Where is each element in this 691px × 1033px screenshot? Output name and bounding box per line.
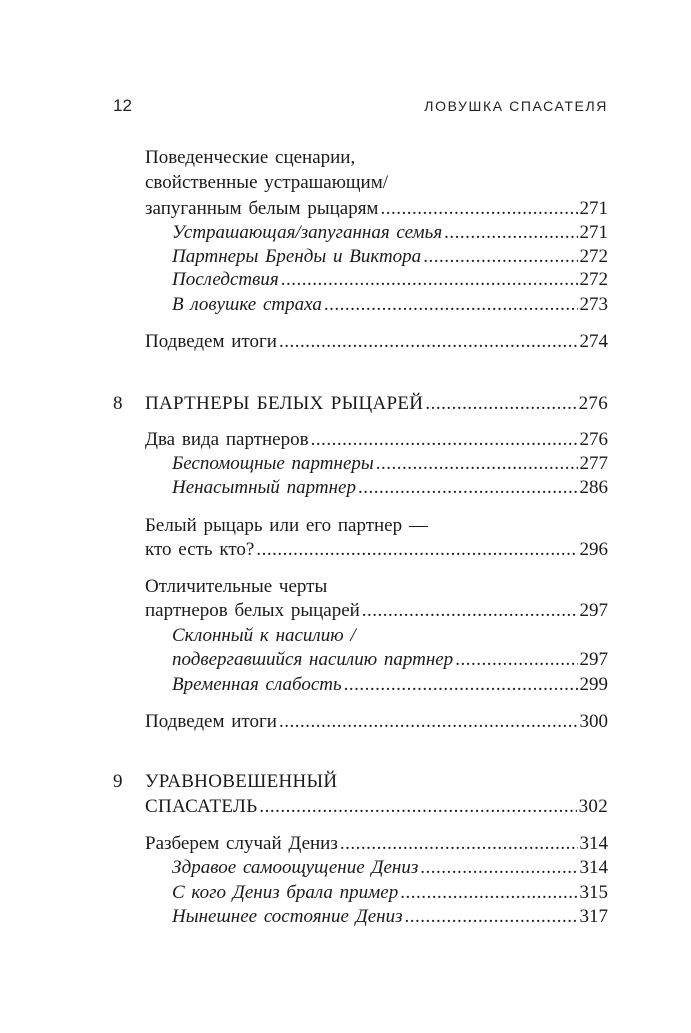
toc-page-number: 300 <box>579 711 608 732</box>
toc-page-number: 276 <box>579 429 608 450</box>
toc-entry[interactable] <box>145 330 608 354</box>
toc-entry[interactable] <box>145 197 608 221</box>
toc-entry[interactable] <box>145 428 608 452</box>
toc-entry-text: Нынешнее состояние Дениз <box>172 906 403 927</box>
toc-entry-text: УРАВНОВЕШЕННЫЙ <box>145 771 338 792</box>
dot-leader <box>324 293 578 317</box>
toc-entry-text: свойственные устрашающим/ <box>145 172 389 193</box>
toc-subentry[interactable] <box>172 221 608 245</box>
toc-entry-text: Подведем итоги <box>145 331 277 352</box>
toc-entry-title <box>145 575 327 599</box>
toc-page-number: 271 <box>579 222 608 243</box>
toc-page-number: 271 <box>579 198 608 219</box>
toc-subentry[interactable] <box>172 905 608 929</box>
toc-page-number: 299 <box>579 674 608 695</box>
toc-entry-text: Разберем случай Дениз <box>145 833 338 854</box>
dot-leader <box>259 795 576 819</box>
toc-chapter-title <box>145 770 337 794</box>
toc-subentry[interactable] <box>172 856 608 880</box>
toc-page-number: 274 <box>579 331 608 352</box>
toc-entry-text: Склонный к насилию / <box>172 625 356 646</box>
toc-page-number: 297 <box>579 600 608 621</box>
toc-page-number: 314 <box>579 857 608 878</box>
toc-page-number: 297 <box>579 649 608 670</box>
toc-subentry[interactable] <box>172 648 608 672</box>
toc-entry-text: подвергавшийся насилию партнер <box>172 649 454 670</box>
toc-entry-text: Подведем итоги <box>145 711 277 732</box>
toc-entry-text: запуганным белым рыцарям <box>145 198 379 219</box>
toc-entry-text: кто есть кто? <box>145 539 255 560</box>
dot-leader <box>279 330 578 354</box>
dot-leader <box>423 245 577 269</box>
toc-entry[interactable] <box>145 538 608 562</box>
toc-subentry[interactable] <box>172 881 608 905</box>
toc-subentry[interactable] <box>172 245 608 269</box>
dot-leader <box>444 221 577 245</box>
toc-entry-text: Два вида партнеров <box>145 429 309 450</box>
page-number: 12 <box>113 96 132 115</box>
toc-entry[interactable] <box>145 710 608 734</box>
dot-leader <box>376 452 578 476</box>
dot-leader <box>279 710 578 734</box>
toc-chapter-entry[interactable] <box>145 795 608 819</box>
dot-leader <box>420 856 577 880</box>
toc-subentry-title <box>172 624 356 648</box>
toc-page-number: 272 <box>579 246 608 267</box>
dot-leader <box>455 648 577 672</box>
toc-entry-text: Белый рыцарь или его партнер — <box>145 515 428 536</box>
toc-entry-text: Последствия <box>172 269 279 290</box>
toc-entry-text: Беспомощные партнеры <box>172 453 374 474</box>
toc-entry[interactable] <box>145 599 608 623</box>
toc-page-number: 296 <box>579 539 608 560</box>
dot-leader <box>405 905 578 929</box>
toc-entry-text: Здравое самоощущение Дениз <box>172 857 419 878</box>
dot-leader <box>256 538 577 562</box>
toc-entry-title <box>145 514 428 538</box>
toc-subentry[interactable] <box>172 476 608 500</box>
dot-leader <box>311 428 578 452</box>
dot-leader <box>425 392 576 416</box>
toc-entry-text: Временная слабость <box>172 674 342 695</box>
toc-entry-text: Устрашающая/запуганная семья <box>172 222 443 243</box>
running-title: ЛОВУШКА СПАСАТЕЛЯ <box>424 98 608 114</box>
toc-page-number: 273 <box>579 294 608 315</box>
toc-page-number: 302 <box>578 796 608 817</box>
dot-leader <box>281 268 578 292</box>
toc-entry-title <box>145 146 355 170</box>
toc-subentry[interactable] <box>172 673 608 697</box>
dot-leader <box>400 881 577 905</box>
toc-entry-text: С кого Дениз брала пример <box>172 882 399 903</box>
toc-subentry[interactable] <box>172 293 608 317</box>
toc-subentry[interactable] <box>172 452 608 476</box>
toc-entry-text: Партнеры Бренды и Виктора <box>172 246 422 267</box>
toc-entry-title <box>145 171 388 195</box>
dot-leader <box>380 197 577 221</box>
toc-page-number: 317 <box>579 906 608 927</box>
dot-leader <box>344 673 578 697</box>
dot-leader <box>362 599 578 623</box>
toc-page-number: 315 <box>579 882 608 903</box>
toc-page-number: 272 <box>579 269 608 290</box>
toc-page-number: 277 <box>579 453 608 474</box>
dot-leader <box>358 476 578 500</box>
chapter-number: 9 <box>113 771 123 792</box>
toc-entry-text: Поведенческие сценарии, <box>145 147 356 168</box>
dot-leader <box>340 832 578 856</box>
toc-entry-text: СПАСАТЕЛЬ <box>145 796 258 817</box>
toc-entry-text: партнеров белых рыцарей <box>145 600 360 621</box>
toc-subentry[interactable] <box>172 268 608 292</box>
toc-entry-text: В ловушке страха <box>172 294 322 315</box>
toc-page-number: 276 <box>578 393 608 414</box>
chapter-number: 8 <box>113 393 123 414</box>
toc-entry-text: ПАРТНЕРЫ БЕЛЫХ РЫЦАРЕЙ <box>145 393 424 414</box>
toc-chapter-entry[interactable] <box>145 392 608 416</box>
toc-page-number: 286 <box>579 477 608 498</box>
toc-page-number: 314 <box>579 833 608 854</box>
toc-entry-text: Ненасытный партнер <box>172 477 356 498</box>
toc-entry[interactable] <box>145 832 608 856</box>
toc-entry-text: Отличительные черты <box>145 576 328 597</box>
